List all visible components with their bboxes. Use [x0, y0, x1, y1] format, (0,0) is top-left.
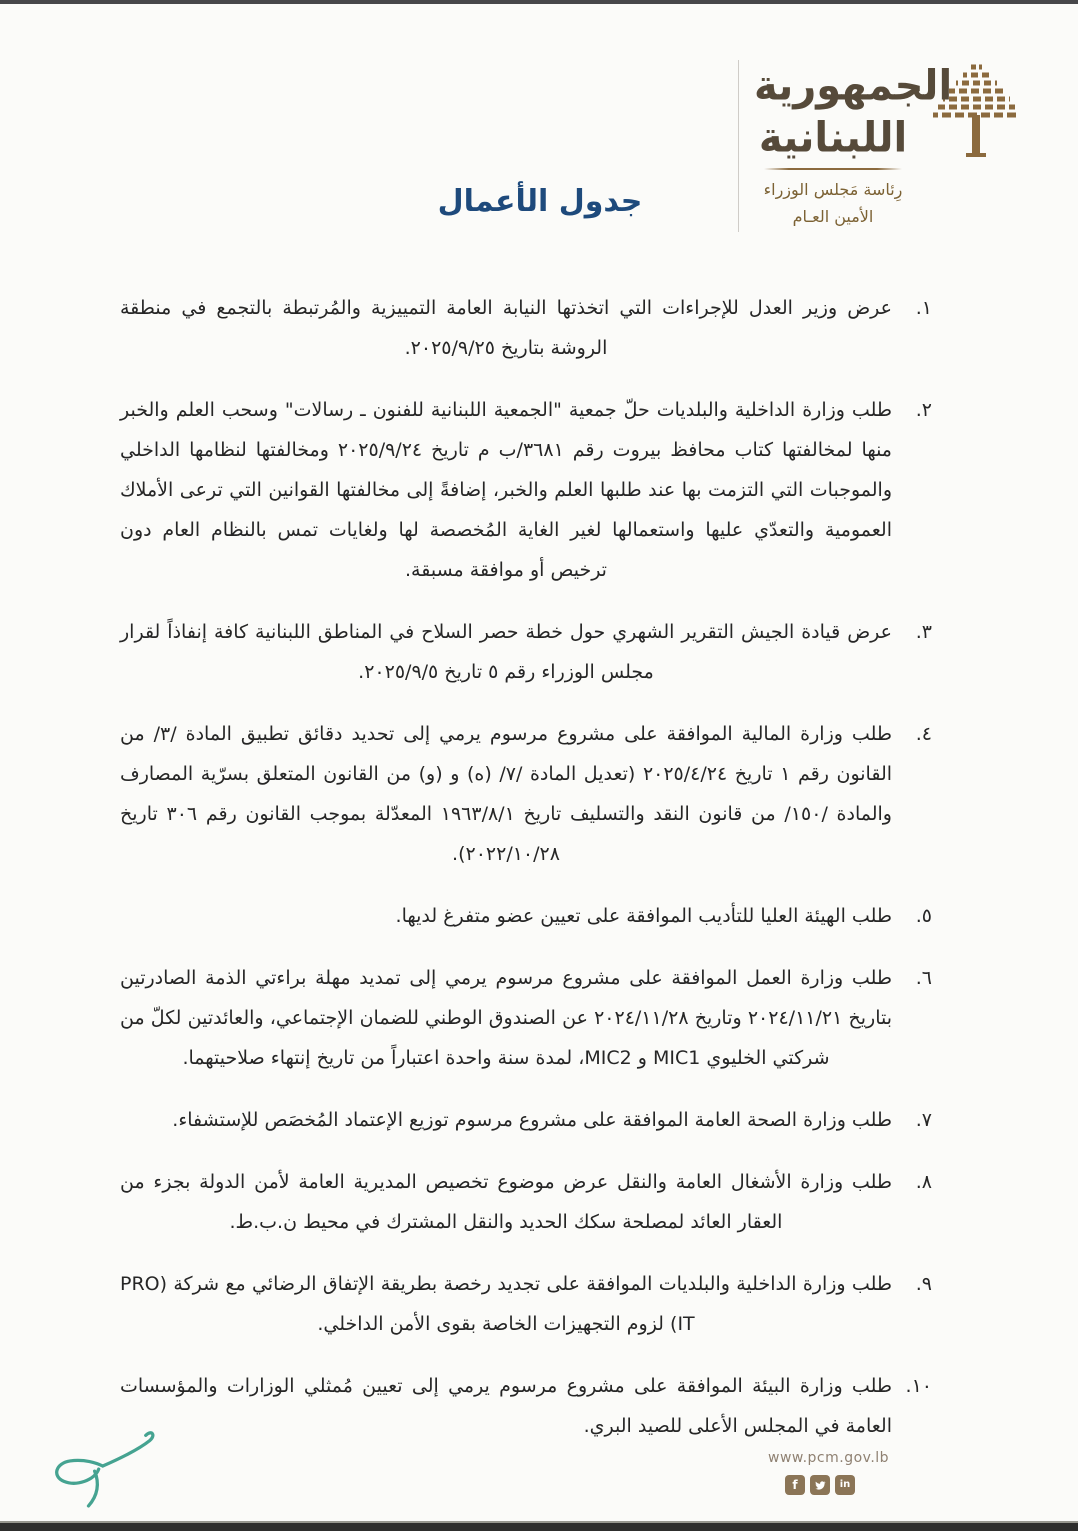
scan-edge-bottom: [0, 1521, 1078, 1531]
social-icons-row: [768, 1475, 872, 1495]
scan-edge-top: [0, 0, 1078, 4]
agenda-item: [120, 1264, 932, 1344]
facebook-icon: f: [785, 1475, 805, 1495]
pcm-subtitle: رِئاسة مَجلس الوزراء: [763, 180, 903, 199]
website-url: www.pcm.gov.lb: [768, 1450, 890, 1466]
item-number: ٧.: [915, 1109, 932, 1131]
item-text: طلب وزارة المالية الموافقة على مشروع مرسوم يرمي إلى تحديد دقائق تطبيق المادة /٣/ من القانون رقم ١ تاريخ ٢٠٢٥/٤/٢٤ (تعديل المادة /٧/ (ه) و (و) من القانون المتعلق بسرّية المصارف والمادة /١٥٠/ من قانون النقد والتسليف تاريخ ١٩٦٣/٨/١ المعدّلة بموجب القانون رقم ٣٠٦ تاريخ ٢٠٢٢/١٠/٢٨).: [120, 723, 893, 865]
agenda-item: [120, 1162, 932, 1242]
agenda-item: [120, 714, 932, 874]
republic-calligraphy-line1: الجمهورية: [754, 62, 953, 110]
agenda-item: [120, 288, 932, 368]
agenda-item: [120, 1100, 932, 1140]
item-number: ٥.: [915, 905, 932, 927]
item-number: ١.: [915, 297, 932, 319]
emblem-text-block: [754, 60, 953, 230]
header-emblem: [754, 60, 1022, 230]
item-text: طلب الهيئة العليا للتأديب الموافقة على تعيين عضو متفرغ لديها.: [395, 905, 892, 927]
page-title: جدول الأعمال: [437, 184, 643, 219]
agenda-item: [120, 958, 932, 1078]
item-text: طلب وزارة الأشغال العامة والنقل عرض موضوع تخصيص المديرية العامة لأمن الدولة بجزء من العقار العائد لمصلحة سكك الحديد والنقل المشترك في محيط ن.ب.ط.: [120, 1171, 892, 1233]
item-number: ٢.: [915, 399, 932, 421]
agenda-item: [120, 896, 932, 936]
item-number: ٩.: [915, 1273, 932, 1295]
item-number: ٦.: [915, 967, 932, 989]
item-text: عرض قيادة الجيش التقرير الشهري حول خطة حصر السلاح في المناطق اللبنانية كافة إنفاذاً لقرار مجلس الوزراء رقم ٥ تاريخ ٢٠٢٥/٩/٥.: [120, 621, 892, 683]
signature-mark: [44, 1418, 180, 1510]
item-text: طلب وزارة العمل الموافقة على مشروع مرسوم يرمي إلى تمديد مهلة براءتي الذمة الصادرتين بتاريخ ٢٠٢٤/١١/٢١ وتاريخ ٢٠٢٤/١١/٢٨ عن الصندوق الوطني للضمان الإجتماعي، والعائدتين لكلّ من شركتي الخليوي MIC1 و MIC2، لمدة سنة واحدة اعتباراً من تاريخ إنتهاء صلاحيتهما.: [120, 967, 892, 1069]
agenda-item: [120, 390, 932, 590]
item-text: طلب وزارة الداخلية والبلديات الموافقة على تجديد رخصة بطريقة الإتفاق الرضائي مع شركة (PRO IT) لزوم التجهيزات الخاصة بقوى الأمن الداخلي.: [120, 1273, 892, 1335]
item-number: ١٠.: [905, 1375, 932, 1397]
republic-calligraphy-line2: اللبنانية: [758, 114, 908, 162]
agenda-item: [120, 1366, 932, 1446]
item-text: طلب وزارة الصحة العامة الموافقة على مشروع مرسوم توزيع الإعتماد المُخصَص للإستشفاء.: [172, 1109, 892, 1131]
item-number: ٤.: [915, 723, 932, 745]
header-divider: [764, 168, 902, 170]
agenda-list: [120, 288, 932, 1468]
twitter-icon: [810, 1475, 830, 1495]
secretary-general-subtitle: الأمين العـام: [792, 207, 874, 226]
linkedin-icon: in: [835, 1475, 855, 1495]
item-text: عرض وزير العدل للإجراءات التي اتخذتها النيابة العامة التمييزية والمُرتبطة بالتجمع في منطقة الروشة بتاريخ ٢٠٢٥/٩/٢٥.: [120, 297, 892, 359]
item-text: طلب وزارة البيئة الموافقة على مشروع مرسوم يرمي إلى تعيين مُمثلي الوزارات والمؤسسات العامة في المجلس الأعلى للصيد البري.: [120, 1375, 892, 1437]
item-text: طلب وزارة الداخلية والبلديات حلّ جمعية "الجمعية اللبنانية للفنون ـ رسالات" وسحب العلم والخبر منها لمخالفتها كتاب محافظ بيروت رقم ٣٦٨١/ب م تاريخ ٢٠٢٥/٩/٢٤ ومخالفتها لنظامها الداخلي والموجبات التي التزمت بها عند طلبها العلم والخبر، إضافةً إلى مخالفتها القوانين التي ترعى الأملاك العمومية والتعدّي عليها واستعمالها لغير الغاية المُخصصة لها ولغايات تمس بالنظام العام دون ترخيص أو موافقة مسبقة.: [120, 399, 892, 581]
agenda-item: [120, 612, 932, 692]
item-number: ٣.: [915, 621, 932, 643]
item-number: ٨.: [915, 1171, 932, 1193]
footer-contact-block: [768, 1450, 890, 1495]
